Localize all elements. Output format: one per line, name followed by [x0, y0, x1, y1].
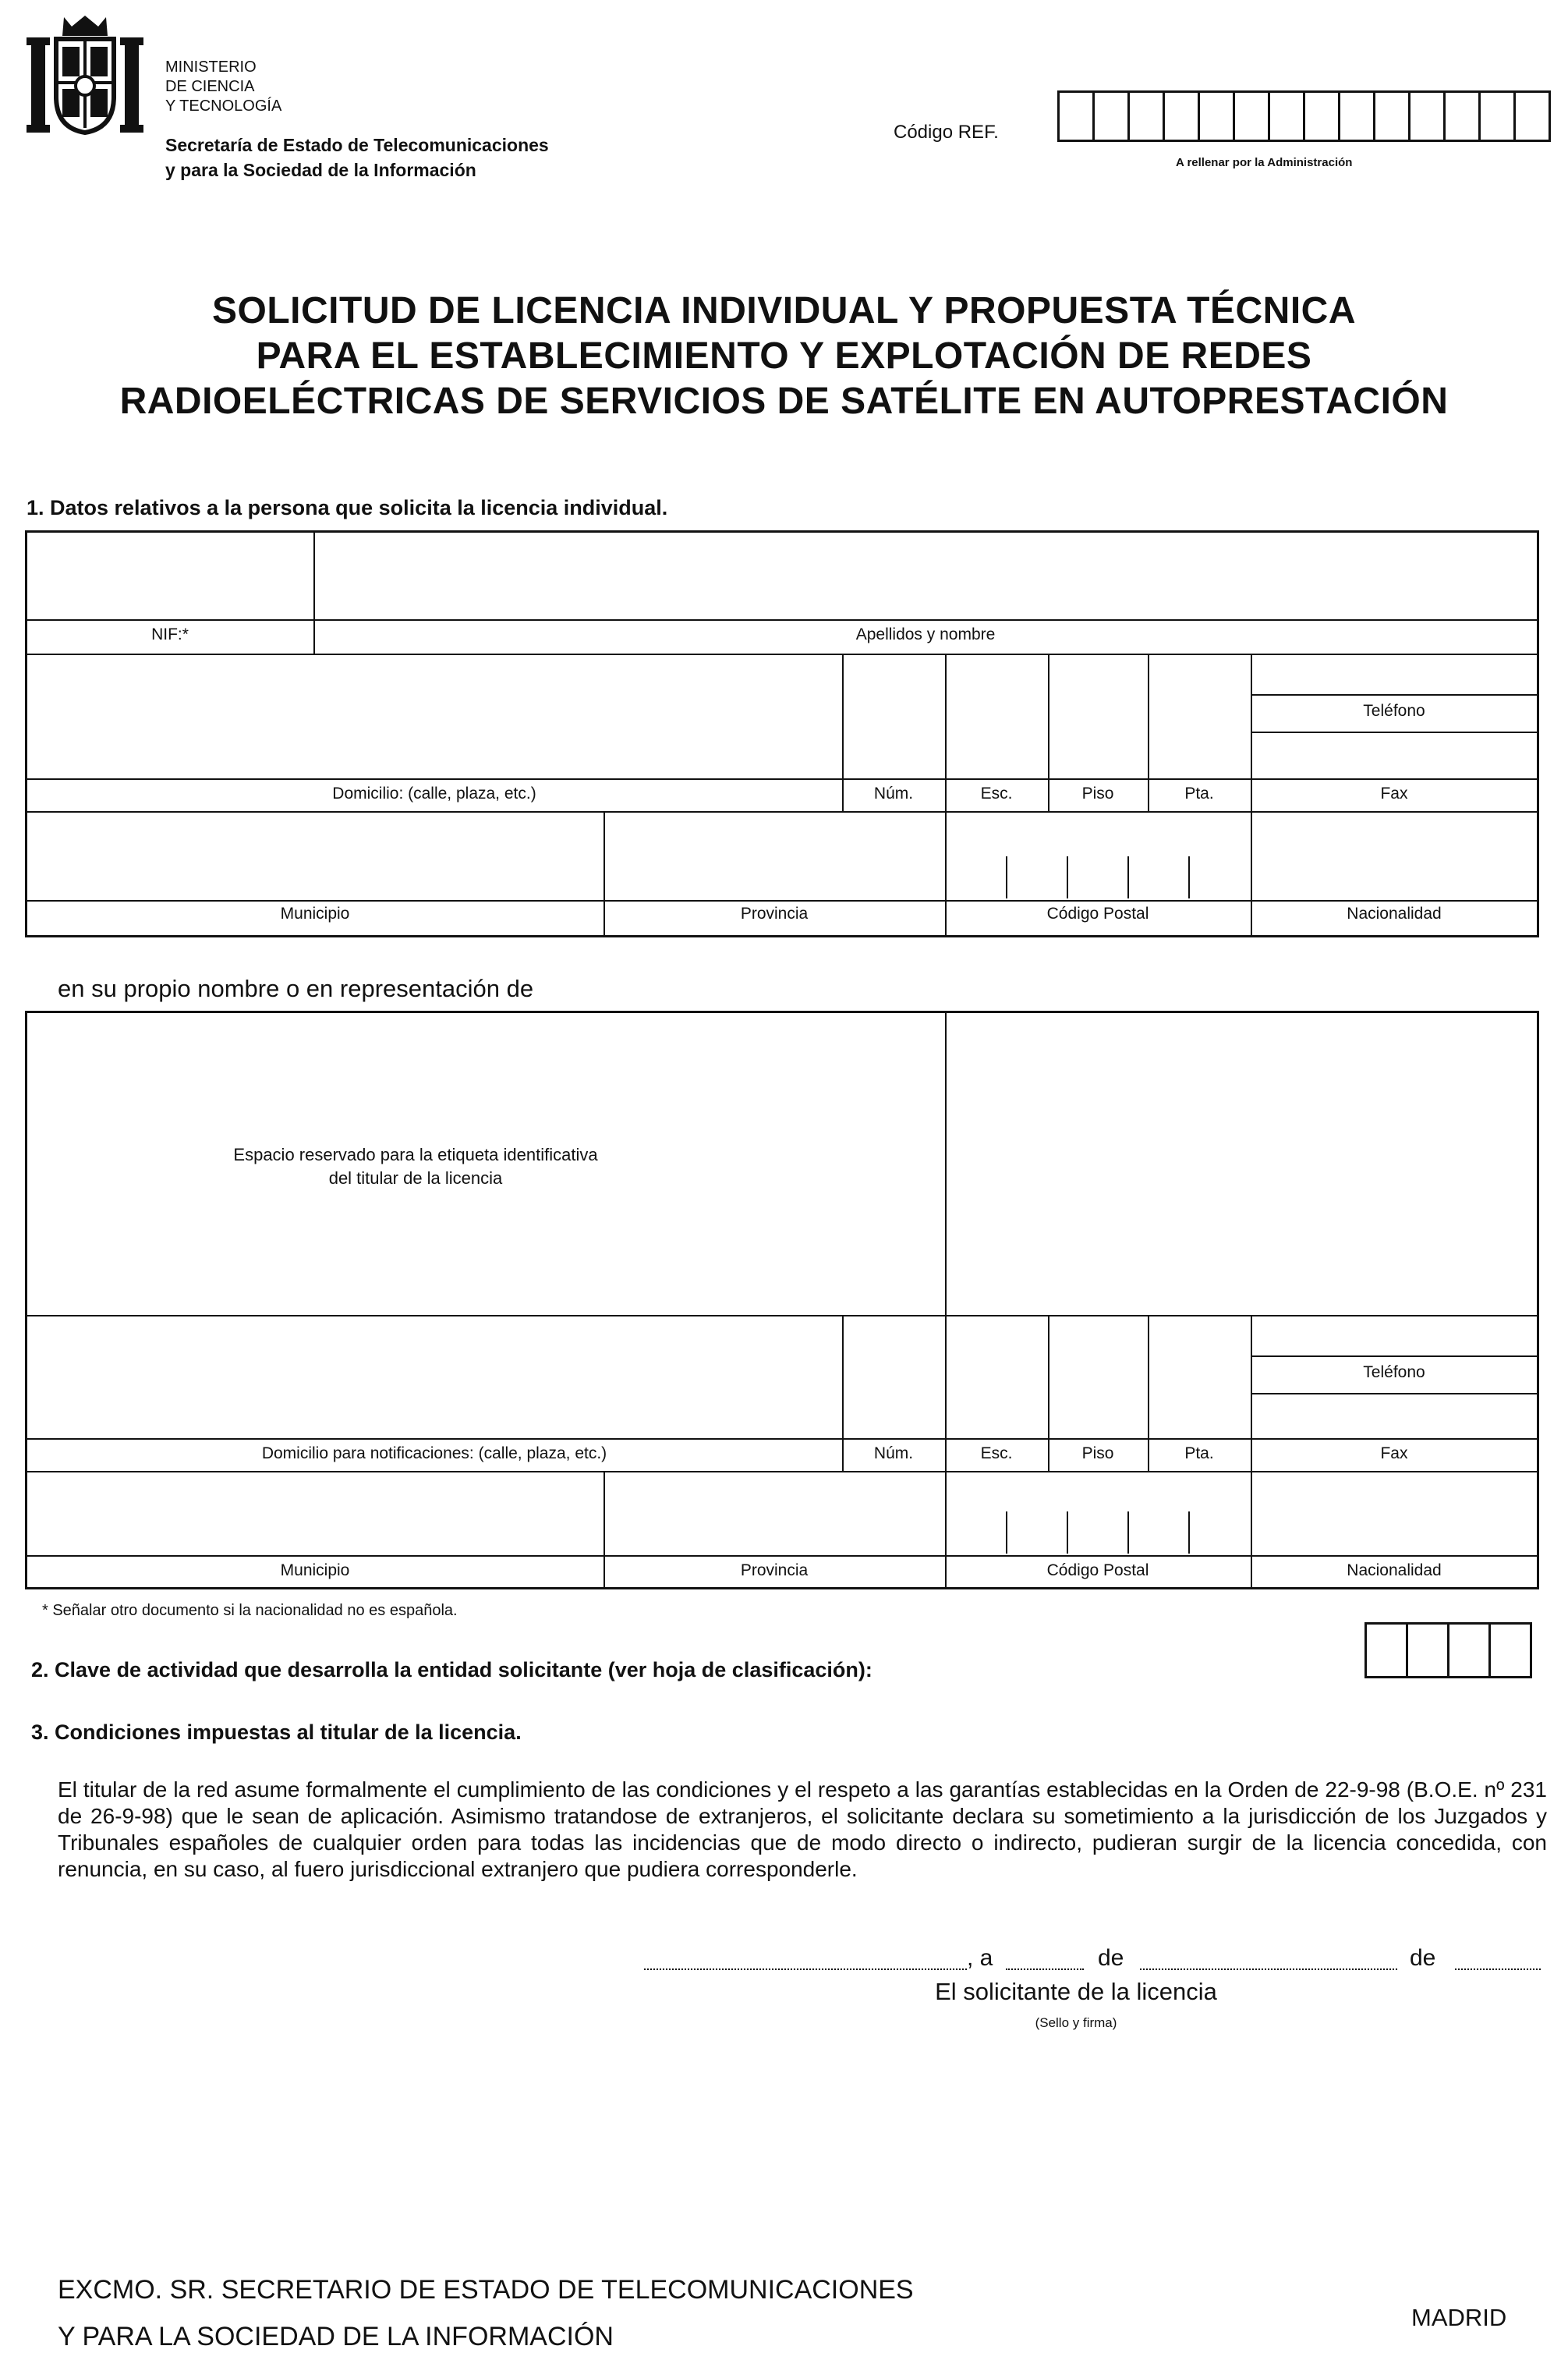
province-label: Provincia	[740, 1561, 809, 1579]
signer-title: El solicitante de la licencia	[935, 1978, 1217, 2005]
stair-label: Esc.	[980, 1444, 1013, 1462]
postal-code-label: Código Postal	[1046, 1561, 1149, 1579]
title-line: PARA EL ESTABLECIMIENTO Y EXPLOTACIÓN DE REDES	[256, 335, 1312, 377]
floor-label: Piso	[1081, 785, 1114, 803]
entity-fax-field[interactable]	[1254, 1396, 1536, 1437]
ministry-line: MINISTERIO	[165, 58, 257, 76]
province-field[interactable]	[607, 814, 942, 898]
ref-code-note: A rellenar por la Administración	[1176, 156, 1353, 169]
form-title	[0, 289, 1568, 424]
secretariat-line: y para la Sociedad de la Información	[165, 160, 476, 180]
municipality-label: Municipio	[280, 1561, 350, 1579]
label-space-line: del titular de la licencia	[328, 1168, 503, 1188]
door-label: Pta.	[1184, 1444, 1214, 1462]
ref-code-cell[interactable]	[1478, 90, 1516, 142]
activity-code-cell[interactable]	[1447, 1622, 1491, 1678]
month-field[interactable]	[1140, 1968, 1397, 1970]
addressee-city: MADRID	[1411, 2304, 1507, 2331]
entity-nationality-field[interactable]	[1254, 1474, 1536, 1554]
municipality-field[interactable]	[28, 814, 600, 898]
addressee-line: EXCMO. SR. SECRETARIO DE ESTADO DE TELECOMUNICACIONES	[58, 2275, 914, 2305]
number-label: Núm.	[873, 1444, 914, 1462]
name-label: Apellidos y nombre	[855, 625, 996, 643]
activity-code-cell[interactable]	[1406, 1622, 1449, 1678]
addressee-line: Y PARA LA SOCIEDAD DE LA INFORMACIÓN	[58, 2322, 614, 2351]
ref-code-cell[interactable]	[1303, 90, 1340, 142]
nationality-label: Nacionalidad	[1347, 1561, 1442, 1579]
phone-field[interactable]	[1254, 657, 1536, 693]
notification-address-label: Domicilio para notificaciones: (calle, plaza, etc.)	[261, 1444, 607, 1462]
entity-municipality-field[interactable]	[28, 1474, 600, 1554]
ref-code-cell[interactable]	[1127, 90, 1165, 142]
municipality-label: Municipio	[280, 905, 350, 923]
addressee	[58, 2266, 914, 2360]
year-field[interactable]	[1455, 1968, 1541, 1970]
entity-right-field[interactable]	[948, 1014, 1536, 1313]
nif-field[interactable]	[28, 533, 312, 618]
phone-label: Teléfono	[1363, 702, 1425, 720]
fax-label: Fax	[1380, 1444, 1408, 1462]
ref-code-cell[interactable]	[1408, 90, 1446, 142]
stair-label: Esc.	[980, 785, 1013, 803]
number-label: Núm.	[873, 785, 914, 803]
phone-label: Teléfono	[1363, 1363, 1425, 1381]
postal-code-label: Código Postal	[1046, 905, 1149, 923]
section3-heading: 3. Condiciones impuestas al titular de la licencia.	[31, 1720, 522, 1744]
entity-phone-field[interactable]	[1254, 1318, 1536, 1354]
address-label: Domicilio: (calle, plaza, etc.)	[332, 785, 536, 803]
ref-code-cell[interactable]	[1513, 90, 1551, 142]
section1-heading: 1. Datos relativos a la persona que solicita la licencia individual.	[27, 496, 668, 519]
secretariat-name	[165, 133, 549, 182]
entity-province-field[interactable]	[607, 1474, 942, 1554]
ref-code-cell[interactable]	[1338, 90, 1375, 142]
fax-label: Fax	[1380, 785, 1408, 803]
notification-address-field[interactable]	[28, 1318, 839, 1437]
title-line: RADIOELÉCTRICAS DE SERVICIOS DE SATÉLITE EN AUTOPRESTACIÓN	[119, 381, 1449, 422]
activity-code-cell[interactable]	[1364, 1622, 1408, 1678]
signature-area[interactable]	[834, 2036, 1318, 2153]
coat-of-arms-logo	[27, 11, 143, 136]
ref-code-cell[interactable]	[1198, 90, 1235, 142]
door-label: Pta.	[1184, 785, 1214, 803]
nationality-footnote: * Señalar otro documento si la nacionalidad no es española.	[42, 1602, 458, 1619]
fax-field[interactable]	[1254, 735, 1536, 777]
representation-text: en su propio nombre o en representación de	[58, 975, 534, 1002]
province-label: Provincia	[740, 905, 809, 923]
ref-code-cell[interactable]	[1268, 90, 1305, 142]
title-line: SOLICITUD DE LICENCIA INDIVIDUAL Y PROPUESTA TÉCNICA	[211, 290, 1356, 331]
label-reserved-space	[27, 1143, 945, 1190]
nationality-field[interactable]	[1254, 814, 1536, 898]
ref-code-cell[interactable]	[1057, 90, 1095, 142]
applicant-name-field[interactable]	[317, 533, 1536, 618]
nif-label: NIF:*	[151, 625, 189, 643]
ref-code-cell[interactable]	[1092, 90, 1130, 142]
day-field[interactable]	[1006, 1968, 1084, 1970]
ministry-name	[165, 58, 281, 116]
seal-signature-note: (Sello y firma)	[1035, 2015, 1117, 2030]
ref-code-cell[interactable]	[1163, 90, 1200, 142]
label-space-line: Espacio reservado para la etiqueta identificativa	[233, 1145, 598, 1164]
section2-heading: 2. Clave de actividad que desarrolla la entidad solicitante (ver hoja de clasificación):	[31, 1658, 872, 1681]
nationality-label: Nacionalidad	[1347, 905, 1442, 923]
ministry-line: Y TECNOLOGÍA	[165, 97, 282, 115]
address-field[interactable]	[28, 657, 839, 777]
activity-code-cell[interactable]	[1488, 1622, 1532, 1678]
secretariat-line: Secretaría de Estado de Telecomunicaciones	[165, 135, 549, 155]
entity-postal-code-field[interactable]	[948, 1474, 1248, 1554]
ref-code-cell[interactable]	[1233, 90, 1270, 142]
date-de-text: de	[1098, 1945, 1124, 1971]
date-a-text: , a	[967, 1945, 993, 1971]
conditions-text: El titular de la red asume formalmente el cumplimiento de las condiciones y el respeto a las garantías establecidas en la Orden de 22-9-98 (B.O.E. nº 231 de 26-9-98) que le sean de aplicación. Asimismo tratandose de extranjeros, el solicitante declara su sometimiento a la jurisdicción de los Juzgados y Tribunales españoles de cualquier orden para todas las incidencias que de modo directo o indirecto, pudieran surgir de la licencia concedida, con renuncia, en su caso, al fuero jurisdiccional extranjero que pudiera corresponderle.	[58, 1777, 1547, 1881]
place-field[interactable]	[644, 1968, 967, 1970]
ref-code-label: Código REF.	[894, 122, 999, 143]
ref-code-cell[interactable]	[1373, 90, 1410, 142]
ref-code-cell[interactable]	[1443, 90, 1481, 142]
floor-label: Piso	[1081, 1444, 1114, 1462]
postal-code-field[interactable]	[948, 814, 1248, 898]
date-de-text: de	[1410, 1945, 1436, 1971]
ministry-line: DE CIENCIA	[165, 78, 255, 95]
